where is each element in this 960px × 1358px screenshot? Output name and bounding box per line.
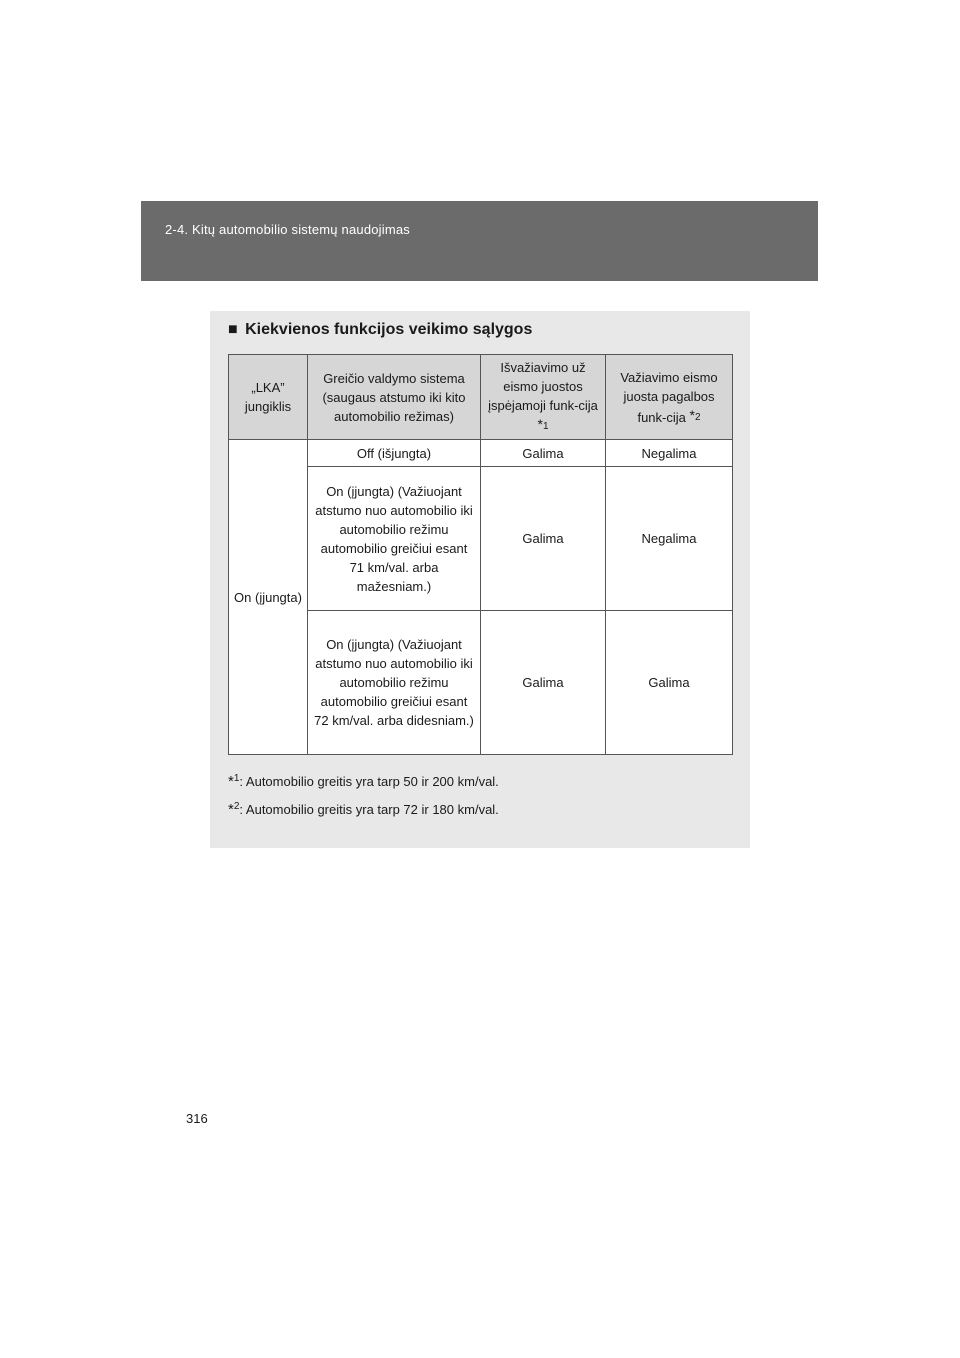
table-header-row (229, 355, 733, 440)
header-lka-switch: „LKA” jungiklis (229, 355, 308, 440)
header-lane-keeping-assist (606, 355, 733, 440)
mode-cell: On (įjungta) (Važiuojant atstumo nuo automobilio iki automobilio režimu automobilio greičiui esant 72 km/val. arba didesniam.) (308, 611, 481, 755)
panel-heading (228, 321, 532, 339)
footnote-1: *$^1$: Automobilio greitis yra tarp 50 ir 200 km/val. (228, 773, 499, 790)
footnote-1-text: : Automobilio greitis yra tarp 50 ir 200 km/val. (239, 774, 499, 789)
table-row (229, 440, 733, 467)
footnote-2-text: : Automobilio greitis yra tarp 72 ir 180 km/val. (239, 802, 499, 817)
footnote-ref-1: *1 (537, 416, 549, 432)
header-lane-assist-text: Važiavimo eismo juosta pagalbos funk-cija (620, 369, 718, 425)
header-lane-departure-warning (481, 355, 606, 440)
lka-switch-on-cell: On (įjungta) (229, 440, 308, 755)
page-number: 316 (186, 1111, 208, 1126)
lane-departure-cell: Galima (481, 440, 606, 467)
lane-departure-cell: Galima (481, 611, 606, 755)
footnote-2: *$^2$: Automobilio greitis yra tarp 72 ir 180 km/val. (228, 801, 499, 818)
lane-assist-cell: Negalima (606, 467, 733, 611)
footnote-ref-2: *2 (689, 406, 701, 423)
function-conditions-panel (210, 311, 750, 848)
panel-heading-text: Kiekvienos funkcijos veikimo sąlygos (245, 321, 533, 338)
lane-departure-cell: Galima (481, 467, 606, 611)
lane-assist-cell: Negalima (606, 440, 733, 467)
mode-cell: On (įjungta) (Važiuojant atstumo nuo automobilio iki automobilio režimu automobilio greičiui esant 71 km/val. arba mažesniam.) (308, 467, 481, 611)
section-header-band (141, 201, 818, 281)
header-lane-departure-text: Išvažiavimo už eismo juostos įspėjamoji funk-cija (488, 360, 598, 413)
header-cruise-control: Greičio valdymo sistema (saugaus atstumo iki kito automobilio režimas) (308, 355, 481, 440)
section-title: 2-4. Kitų automobilio sistemų naudojimas (165, 222, 411, 237)
lane-assist-cell: Galima (606, 611, 733, 755)
mode-cell: Off (išjungta) (308, 440, 481, 467)
function-conditions-table (228, 354, 733, 755)
square-bullet-icon: ■ (228, 321, 238, 338)
